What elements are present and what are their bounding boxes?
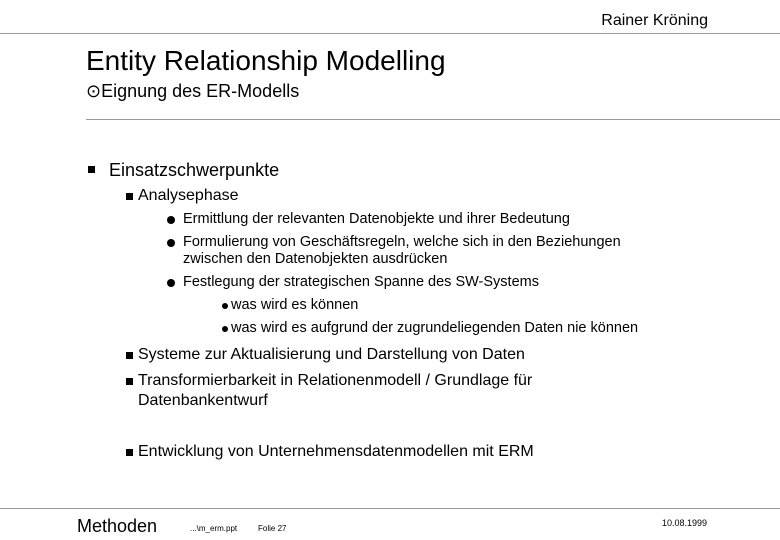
bullet-systeme: Systeme zur Aktualisierung und Darstellung von Daten	[138, 346, 525, 363]
author-name: Rainer Kröning	[601, 12, 708, 29]
square-bullet-icon	[126, 378, 133, 385]
bullet-formulierung-cont: zwischen den Datenobjekten ausdrücken	[183, 251, 448, 267]
round-bullet-icon	[167, 279, 175, 287]
bullet-entwicklung: Entwicklung von Unternehmensdatenmodellen mit ERM	[138, 443, 534, 460]
slide-title: Entity Relationship Modelling	[86, 45, 446, 76]
header-divider	[0, 33, 780, 34]
footer-slide-number: Folie 27	[258, 524, 287, 533]
bullet-ermittlung: Ermittlung der relevanten Datenobjekte und ihrer Bedeutung	[183, 211, 570, 227]
square-bullet-icon	[88, 166, 95, 173]
bullet-nie-koennen: was wird es aufgrund der zugrundeliegenden Daten nie können	[231, 320, 639, 336]
bullet-transformierbarkeit-cont: Datenbankentwurf	[138, 392, 268, 409]
bullet-transformierbarkeit: Transformierbarkeit in Relationenmodell / Grundlage für	[138, 372, 533, 389]
footer-file: ...\m_erm.ppt	[190, 524, 238, 533]
small-round-bullet-icon	[222, 326, 228, 332]
slide-subtitle	[86, 81, 299, 102]
bullet-level1: Einsatzschwerpunkte	[109, 160, 280, 180]
subtitle-text: Eignung des ER-Modells	[101, 81, 300, 101]
square-bullet-icon	[126, 449, 133, 456]
footer-label: Methoden	[77, 516, 158, 536]
footer-divider	[0, 508, 780, 509]
bullet-festlegung: Festlegung der strategischen Spanne des SW-Systems	[183, 274, 539, 290]
round-bullet-icon	[167, 216, 175, 224]
square-bullet-icon	[126, 352, 133, 359]
circle-dot-icon: ⊙	[86, 81, 102, 101]
bullet-was-koennen: was wird es können	[231, 297, 359, 313]
round-bullet-icon	[167, 239, 175, 247]
footer-date: 10.08.1999	[662, 518, 708, 528]
small-round-bullet-icon	[222, 303, 228, 309]
square-bullet-icon	[126, 193, 133, 200]
bullet-formulierung: Formulierung von Geschäftsregeln, welche sich in den Beziehungen	[183, 234, 621, 250]
bullet-analysephase: Analysephase	[138, 187, 239, 204]
title-divider	[86, 119, 780, 120]
